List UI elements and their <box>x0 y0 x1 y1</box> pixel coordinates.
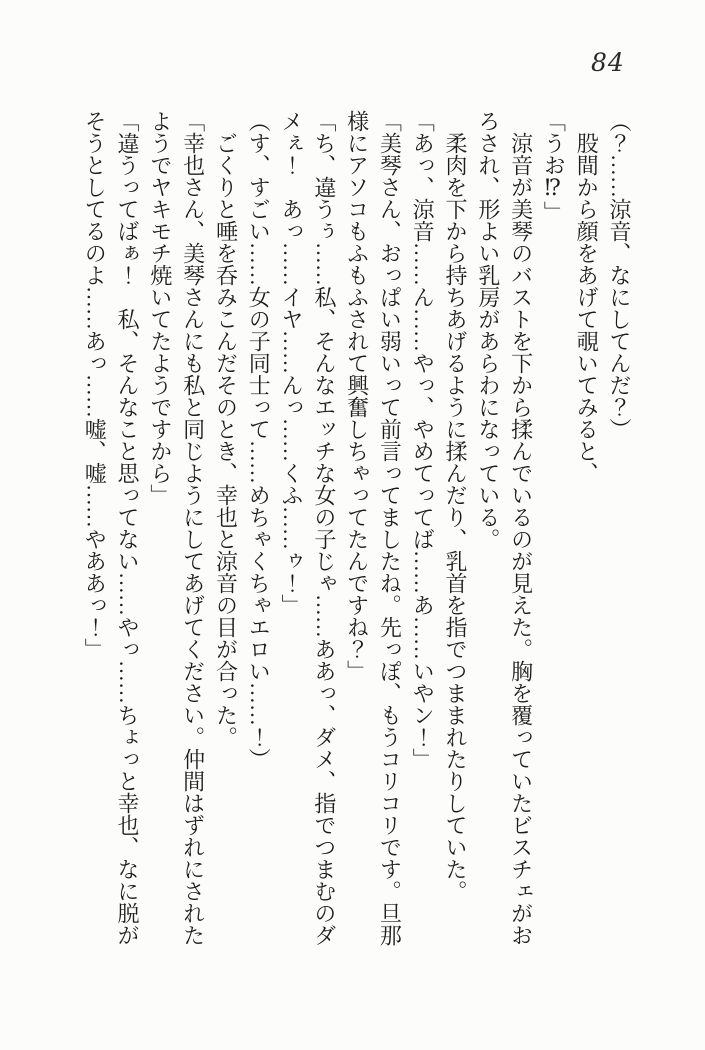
text-line: （す、すごい……女の子同士って……めちゃくちゃエロい……！） <box>246 110 272 770</box>
text-line: ごくりと唾を呑みこんだそのとき、幸也と涼音の目が合った。 <box>213 132 239 748</box>
text-line: そうとしてるのよ……あっ……嘘、嘘……やああっ！」 <box>82 110 108 660</box>
page-number: 84 <box>591 48 625 77</box>
text-line: ろされ、形よい乳房があらわになっている。 <box>475 110 501 550</box>
text-line: 涼音が美琴のバストを下から揉んでいるのが見えた。胸を覆っていたビスチェがお <box>508 132 534 946</box>
text-line: 股間から顔をあげて覗いてみると、 <box>574 132 600 484</box>
text-line: （？……涼音、なにしてんだ？） <box>607 110 632 440</box>
text-line: メぇ！ あっ……イヤ……んっ……くふ……ゥ！」 <box>279 110 305 616</box>
text-line: 「あっ、涼音……ん……やっ、やめてってば……あ……いやン！」 <box>410 110 436 770</box>
text-line: 「うお⁉」 <box>541 110 567 223</box>
text-line: 「ち、違うぅ……私、そんなエッチな女の子じゃ……ああっ、ダメ、指でつまむのダ <box>311 110 337 946</box>
vertical-text-block <box>77 110 635 952</box>
text-line: ようでヤキモチ焼いてたようですから」 <box>147 110 173 506</box>
text-line: 「幸也さん、美琴さんにも私と同じようにしてあげてください。仲間はずれにされた <box>180 110 206 946</box>
text-line: 「違うってばぁ！ 私、そんなこと思ってない……やっ……ちょっと幸也、なに脱が <box>115 110 141 946</box>
text-line: 柔肉を下から持ちあげるように揉んだり、乳首を指でつままれたりしていた。 <box>443 132 469 902</box>
text-line: 「美琴さん、おっぱい弱いって前言ってましたね。先っぽ、もうコリコリです。旦那 <box>377 110 403 946</box>
text-line: 様にアソコもふもふされて興奮しちゃってたんですね？」 <box>344 110 370 682</box>
